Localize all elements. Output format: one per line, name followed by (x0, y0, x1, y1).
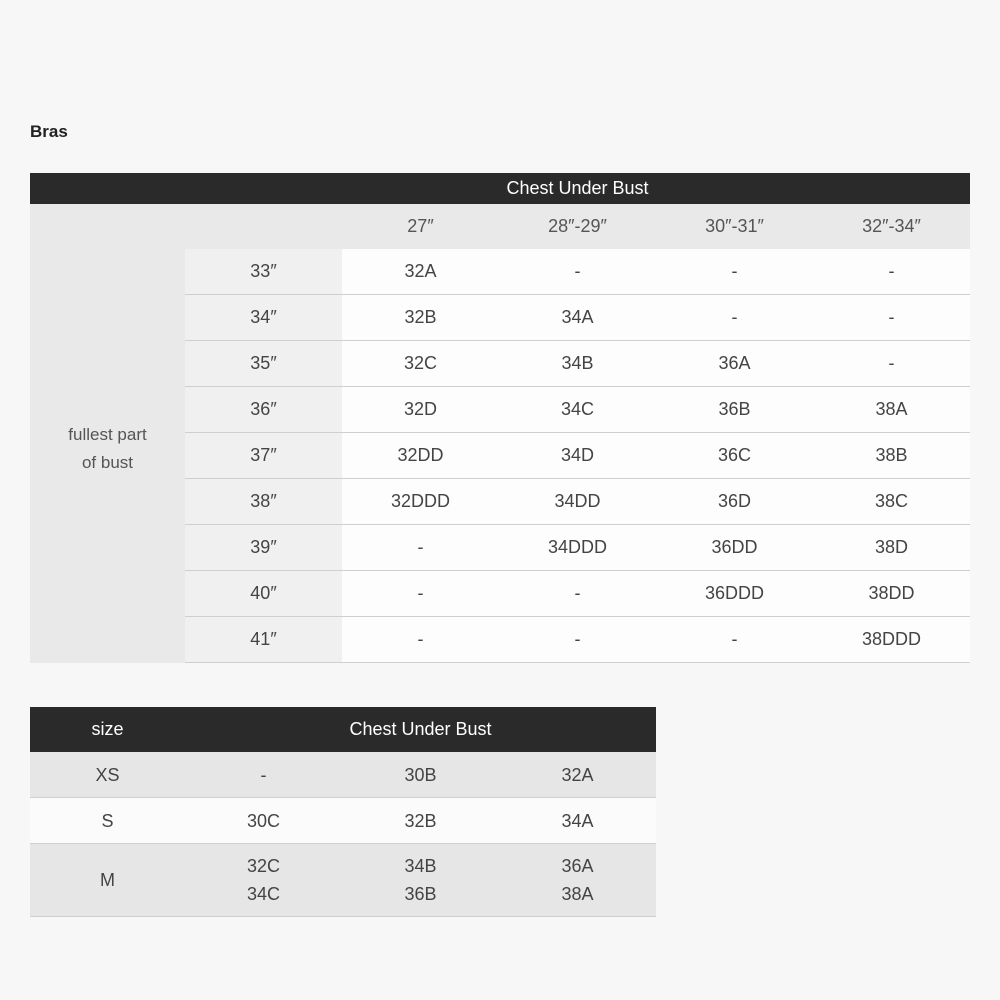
fullest-part-of-bust-label (30, 204, 185, 663)
size-cell: 38D (813, 525, 970, 570)
size-label-cell: XS (95, 764, 120, 785)
size-cell: 32A (342, 249, 499, 294)
table-row (30, 844, 656, 917)
size-cell: 34D (499, 433, 656, 478)
size-cell: - (656, 617, 813, 662)
size-cell: 34A (499, 295, 656, 340)
size-cell: - (499, 617, 656, 662)
bra-size-table (30, 173, 970, 663)
size-cell: 34DD (499, 479, 656, 524)
size-value: 38A (561, 884, 594, 904)
side-label-line-2: of bust (81, 452, 134, 472)
size-value-cell (185, 752, 342, 797)
size-cell: - (813, 295, 970, 340)
size-cell: 36A (656, 341, 813, 386)
size-cell: 32C (342, 341, 499, 386)
table-row (185, 433, 970, 479)
size-cell: 36DDD (656, 571, 813, 616)
size-value-cell (342, 798, 499, 843)
column-header: 30″-31″ (705, 216, 764, 236)
size-cell: 38B (813, 433, 970, 478)
table-row (30, 798, 656, 844)
size-value: 36B (404, 884, 437, 904)
size-value: 32B (404, 810, 437, 831)
size-header: size (91, 719, 124, 739)
size-cell: 38C (813, 479, 970, 524)
column-header: 27″ (407, 216, 434, 236)
size-cell: 38DD (813, 571, 970, 616)
size-value-cell (499, 752, 656, 797)
bust-size-cell: 39″ (185, 525, 342, 570)
size-cell: 36DD (656, 525, 813, 570)
table-row (185, 617, 970, 663)
size-value: 30B (404, 764, 437, 785)
table-row (185, 295, 970, 341)
size-value-cell (342, 844, 499, 916)
size-cell: 32D (342, 387, 499, 432)
size-chart-table (30, 707, 656, 917)
size-cell: - (342, 571, 499, 616)
size-label-cell: S (101, 810, 114, 831)
size-cell: 36B (656, 387, 813, 432)
size-cell: 36D (656, 479, 813, 524)
bust-size-cell: 35″ (185, 341, 342, 386)
column-header: 28″-29″ (548, 216, 607, 236)
size-cell: 34C (499, 387, 656, 432)
table-row (185, 387, 970, 433)
size-cell: 34B (499, 341, 656, 386)
bust-size-cell: 41″ (185, 617, 342, 662)
chest-under-bust-header: Chest Under Bust (349, 719, 492, 739)
size-value-cell (499, 844, 656, 916)
size-value: 32C (246, 856, 281, 876)
size-value: 34A (561, 810, 594, 831)
size-value: 34B (404, 856, 437, 876)
size-cell: 38DDD (813, 617, 970, 662)
size-value-cell (185, 844, 342, 916)
size-cell: - (656, 249, 813, 294)
size-cell: - (656, 295, 813, 340)
table-row (185, 249, 970, 295)
bust-size-cell: 33″ (185, 249, 342, 294)
size-value: 30C (246, 810, 281, 831)
bust-size-cell: 40″ (185, 571, 342, 616)
size-cell: - (499, 249, 656, 294)
table-row (30, 752, 656, 798)
size-value-cell (342, 752, 499, 797)
bust-size-cell: 34″ (185, 295, 342, 340)
size-value: 32A (561, 764, 594, 785)
bust-size-cell: 38″ (185, 479, 342, 524)
table-row (185, 479, 970, 525)
size-label-cell: M (100, 870, 115, 890)
size-cell: 34DDD (499, 525, 656, 570)
size-cell: 32DD (342, 433, 499, 478)
size-cell: - (813, 341, 970, 386)
size-cell: - (813, 249, 970, 294)
column-header: 32″-34″ (862, 216, 921, 236)
size-value: 36A (561, 856, 594, 876)
column-header-row (185, 204, 970, 249)
bust-size-cell: 36″ (185, 387, 342, 432)
size-cell: 32B (342, 295, 499, 340)
table-row (185, 571, 970, 617)
page-title: Bras (30, 122, 68, 141)
size-cell: 38A (813, 387, 970, 432)
size-value-cell (185, 798, 342, 843)
size-chart-header (30, 707, 656, 752)
size-cell: - (342, 525, 499, 570)
size-value: 34C (246, 884, 281, 904)
table-row (185, 525, 970, 571)
empty-header-cell (185, 204, 342, 249)
size-value: - (260, 764, 267, 785)
table-row (185, 341, 970, 387)
size-cell: 32DDD (342, 479, 499, 524)
size-table-body (30, 204, 970, 663)
size-cell: - (342, 617, 499, 662)
side-label-line-1: fullest part (68, 424, 147, 444)
size-cell: 36C (656, 433, 813, 478)
size-value-cell (499, 798, 656, 843)
size-cell: - (499, 571, 656, 616)
chest-under-bust-header: Chest Under Bust (30, 173, 970, 204)
bust-size-cell: 37″ (185, 433, 342, 478)
